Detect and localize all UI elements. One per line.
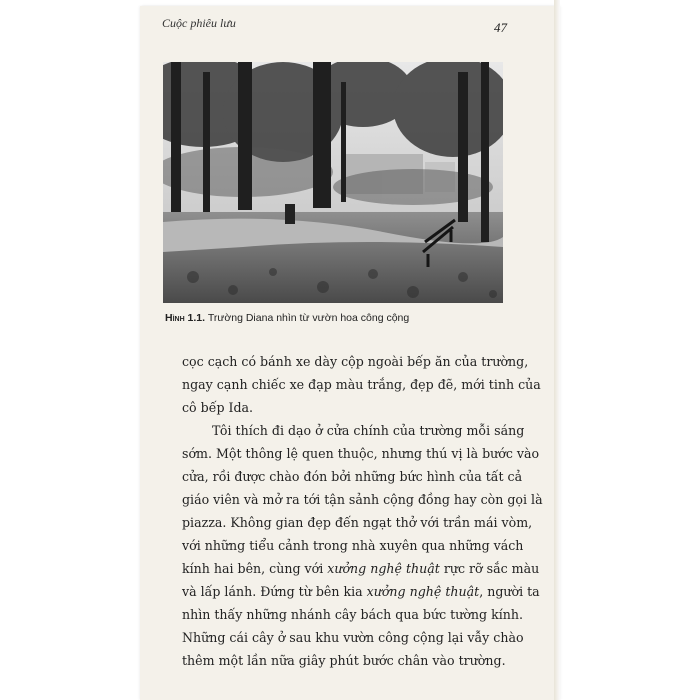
text-segment: Tôi thích đi dạo ở cửa chính của trường mỗi sáng: [212, 423, 525, 438]
text-segment: piazza. Không gian đẹp đến ngạt thở với trần mái vòm,: [182, 515, 533, 530]
text-segment: cô bếp Ida.: [182, 400, 254, 415]
text-segment: , người ta: [479, 584, 540, 599]
figure-caption: [165, 312, 505, 324]
paragraph: [182, 419, 543, 672]
italic-term: xưởng nghệ thuật: [327, 561, 440, 576]
text-segment: kính hai bên, cùng với: [182, 561, 328, 576]
paragraph: [182, 350, 541, 419]
text-line: [182, 626, 524, 649]
text-segment: nhìn thấy những nhánh cây bách qua bức tường kính.: [182, 607, 523, 622]
caption-label: Hình 1.1.: [165, 312, 206, 324]
text-line: [182, 649, 512, 672]
body-text: [182, 350, 543, 672]
text-segment: rực rỡ sắc màu: [439, 561, 540, 576]
caption-text: Trường Diana nhìn từ vườn hoa công cộng: [207, 312, 410, 324]
text-segment: cọc cạch có bánh xe dày cộp ngoài bếp ăn của trường,: [182, 354, 529, 369]
text-segment: thêm một lần nữa giây phút bước chân vào trường.: [182, 653, 506, 668]
park-photo: [163, 62, 503, 303]
italic-term: xưởng nghệ thuật: [366, 584, 480, 599]
text-segment: sớm. Một thông lệ quen thuộc, nhưng thú vị là bước vào: [182, 446, 540, 461]
text-segment: ngay cạnh chiếc xe đạp màu trắng, đẹp đẽ, mới tinh của: [182, 377, 541, 392]
text-line: [182, 580, 540, 603]
text-line: [182, 511, 533, 534]
text-line: [182, 488, 543, 511]
text-segment: Những cái cây ở sau khu vườn công cộng lại vẫy chào: [182, 630, 524, 645]
text-segment: giáo viên và mở ra tới tận sảnh cộng đồng hay còn gọi là: [182, 492, 543, 507]
text-line: [182, 557, 540, 580]
text-line: [182, 465, 523, 488]
text-line: [182, 534, 524, 557]
text-line: [182, 373, 541, 396]
running-title: Cuộc phiêu lưu: [162, 16, 236, 30]
text-line: [182, 442, 540, 465]
text-line: [182, 419, 525, 442]
text-segment: với những tiểu cảnh trong nhà xuyên qua những vách: [182, 538, 524, 553]
page-number: 47: [494, 20, 507, 35]
text-line: [182, 350, 529, 373]
page-edge: [554, 0, 560, 700]
text-segment: cửa, rồi được chào đón bởi những bức hình của tất cả: [182, 469, 523, 484]
text-line: [182, 396, 512, 419]
text-segment: và lấp lánh. Đứng từ bên kia: [182, 584, 367, 599]
park-photo-image: [163, 62, 503, 303]
text-line: [182, 603, 523, 626]
